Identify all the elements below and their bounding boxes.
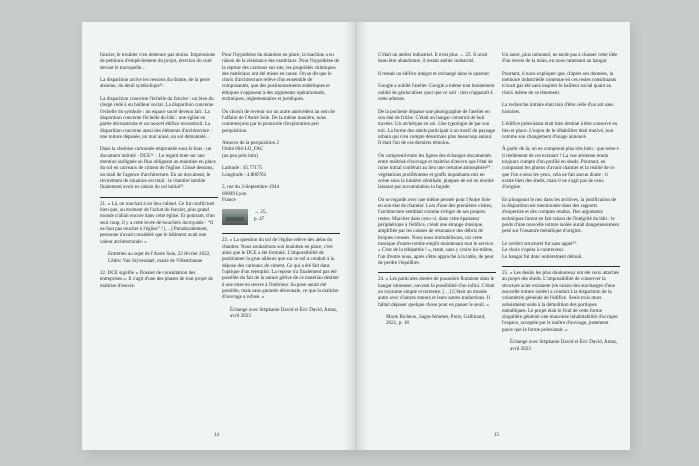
paragraph: On comprend entre les lignes des échanges documentés entre maîtrise d'ouvrage et maîtrise d'œuvre que l'état de ruine initial conférait au lieu une certaine atmosphère²⁴ : végétations proliférantes et graffs inquiétants mis en scène sous la lumière zénithale, plaques de sol en enrobé laissant par accumulation la façade. — [378, 152, 494, 191]
left-page-column-1 — [100, 52, 218, 295]
right-page-column-1 — [378, 52, 496, 333]
footnote-attribution: Marie Richeux, Sages femmes, Paris, Gallimard, 2021, p. 18 — [386, 314, 486, 327]
paragraph: On se regarde avec une même pensée pour l'Autre Soie en son état de chantier. Lors d'une des premières visites, l'architecture semblait comme s'ériger de ses propres restes. Marcher dans ceux-ci, dans cette épaisseur périphérique à l'édifice, créait une étrange musique, amplifiée par les caisses de résonance des débris de briques creuses. Nous nous immobilisons, car cette musique d'outre-tombe emplit maintenant tout le service. « C'est de la télépathie ! », tente, sans y croire lui-même, l'un d'entre nous, après s'être approché à la table, de peur de perdre l'équilibre. — [378, 196, 495, 266]
address: 5, rue du 3-Septembre-1944 69009 Lyon France — [222, 184, 280, 203]
left-page-column-2 — [222, 52, 340, 326]
paragraph: Il restait un édifice intègre et inchangé dans le quartier. — [378, 70, 491, 77]
footnote-24: 24. « Les particules dorées de poussière flottaient dans le hangar immense, ouvrant la possibilité d'un infini. C'était un royaume simple et terrestre. […] C'était un monde autre avec d'autres mœurs et leurs autres traductions. Il fallait déposer quelque chose pour en passer le seuil. » — [378, 276, 495, 308]
right-page-column-2 — [502, 52, 620, 358]
perquisition-label: Amorce de la perquisition 2 Ordre 004-LO_FAC (au peu près loin) — [222, 140, 279, 159]
footnote-25: 25. « Les deuils les plus douloureux ont été ceux attachés au projet des sheds. L'impossibilité de conserver la structure acier existante (en raison des surcharges d'une nouvelle toiture isolée) a conduit à la disparition de la volumétrie générale de l'édifice. Seuls trois murs subsistaient suite à la démolition des portiques métalliques. Le projet était le fruit de cette forme singulière générait une mauvaise inhabitabilité d'occuper l'espace, acceptée par le maître d'ouvrage, justement parce que la forme préexistait. » — [502, 270, 619, 333]
footnote-rule — [378, 272, 496, 273]
paragraph: À partir de là, on ne comprend plus très bien : que reste-t-il réellement de cet existant ? La vue aérienne rendu toujours compte d'un profilé en sheds. Pourtant, en comparant les photos d'avant chantier et la réalité de ce que l'on a sous les yeux, cela ne fait aucun doute : il existe bien des sheds, mais il ne s'agit pas de ceux d'origine. — [502, 146, 620, 191]
footnote-22: 22. DCE signifie « Dossier de consultation des entreprises ». Il s'agit d'une des phases de tout projet de maîtrise d'œuvre. — [100, 270, 213, 289]
paragraph: Pourtant, il nous expliquer que, d'après ses données, la mémoire industrielle contenue en ces restes constituants n'avait pas été sans inspirer le bailleur social quant au choix même de ce tènement. — [502, 70, 617, 96]
right-page — [356, 22, 630, 450]
footnote-rule — [222, 233, 340, 234]
paragraph: En plongeant le nez dans les archives, la justification de la disparition est mentionnée dans des rapports d'expertise et des comptes rendus. Des arguments techniques furent en fait raison de l'intégrité du bâti : le poids d'une nouvelle toiture isolée aurait dangereusement pesé sur l'ossature métallique d'origine. — [502, 196, 619, 235]
paragraph: L'édifice préexistant était bien destiné à être conservé en lieu et place. L'enjeu de le réhabiliter était motivé, tout comme son changement d'usage annoncé. — [502, 121, 618, 140]
site-photo-thumbnail — [222, 209, 248, 225]
paragraph: La disparition active les ressorts du drame, de la perte absolue, du deuil symbolique²¹. — [100, 77, 210, 90]
footnote-attribution: Échange avec Stéphanie David et Éric David, Amas, avril 2023 — [510, 339, 618, 352]
coordinates: Latitude : 45.77175 Longitude : 4.800762 — [222, 165, 267, 178]
footnote-23: 23. « La question du sol de l'église relève des aléas du chantier. Nous souhaitions son maintien en place, c'est ainsi que le DCE a été formulé. L'impossibilité de positionner la grue ailleurs que sur ce sol a conduit à la dépose des carreaux de ciment. Ce qui a été fait dans l'optique d'un réemploi. La repose n'a finalement pas été possible du fait de la nature gélive de ce matériau destiné à une mise en œuvre à l'intérieur. Sa pose aurait été possible, mais sans garantie décennale, ce que la maîtrise d'ouvrage a refusé. » — [222, 237, 339, 301]
footnote-rule — [502, 266, 620, 267]
footnote-attribution: Entretien au sujet de l'Autre Soie, 22 février 2022, Cédric Van Styvendael, maire de Villeurbanne — [108, 251, 211, 264]
footnote-rule — [100, 197, 218, 198]
figure-reference: → 25, p. 47 — [254, 209, 267, 222]
verdict-lines: Le verdict structurel fut sans appel²⁵. Le choix s'opéra à contrecœur. Le hangar fut donc entièrement démoli. — [502, 240, 583, 260]
paragraph: foncier, le troubler n'en demeure pas moins. Impressions de pétitions d'empêchement du projet, érection du curé devant le tractopelle… — [100, 52, 216, 71]
paragraph: Dans la chemise cartonnée empruntée sous le bras : un document intitulé · DCE²² ·. Le regard bute sur une mention surlignée au fluo obligeant au maintien en place du sol en carreaux de ciment de l'église. Glissé dessous, un mail de l'agence d'architecture. En un document, le revirement de situation est total : le chantier semble finalement avoir eu raison du sol initial²³. — [100, 146, 216, 191]
left-page — [82, 22, 356, 450]
page-number-right: 15 — [494, 433, 499, 438]
paragraph: On choisit de revenir sur un autre antécédent au sein de l'affaire de l'Autre Soie. De la même manière, nous commençons par le protocole d'exploration pré-perquisition. — [222, 108, 335, 134]
figure-thumbnail-row — [222, 209, 340, 227]
paragraph: La recherche initiale était loin d'être celle d'un sol sans histoires. — [502, 102, 614, 115]
paragraph: De la pochette dépasse une photographie de l'atelier en son état de friche. C'était un hangar construit de huit travées. Un archétype en soi. Une typologie de par son toit. La forme des sheds participait à un motif du paysage urbain qui n'en compte désormais plus beaucoup autour. Il était l'un de ces derniers témoins. — [378, 108, 495, 147]
book-spread — [82, 22, 630, 450]
paragraph: Un autre, plus rationnel, ne tarde pas à chasser cette idée d'un revers de la main, en nous ramenant au hangar. — [502, 52, 618, 65]
page-number-left: 14 — [214, 433, 219, 438]
paragraph: Google a oublié l'atelier. Google a même tout bonnement oublié de géolocaliser quoi que ce soit : rien n'apparaît à cette adresse. — [378, 83, 495, 103]
paragraph: C'était un atelier industriel. Il n'est plus → 25. Il avait beau être abandonné, il restait atelier industriel. — [378, 52, 488, 65]
footnote-21: 21. « Là, on touchait à un lieu cultuel. Ce fut conflictuel bien que, au moment de l'achat du foncier, plus grand monde n'allait encore dans cette église. Et pourtant, d'un seul coup, il y a cette levée de boucliers incroyable : “Il ne faut pas toucher à l'église” ! […] Paradoxalement, personne n'avait considéré que le bâtiment avait une valeur architecturale. » — [100, 200, 215, 245]
footnote-attribution: Échange avec Stéphanie David et Éric David, Amas, avril 2023 — [230, 306, 338, 319]
paragraph: La disparition concerne l'échelle du foncier : un bien du clergé cédé à un bailleur social. La disparition concerne l'échelle du symbole : un espace sacré devenu laïc. La disparition concerne l'échelle du bâti : une église en partie déconstruite et un nouvel édifice reconstruit. La disparition concerne aussi des éléments d'architecture : une toiture déposée, un mur arasé, un sol démantelé… — [100, 96, 214, 140]
paragraph: Pour l'hypothèse du maintien en place, la machine a eu raison de la résistance des matériaux. Pour l'hypothèse de la reprise des carreaux sur site, les propriétés chimiques des matériaux ont été mises en cause. On se dit que le choix d'architecture relève d'un ensemble de composantes, que des positionnements esthétiques et éthiques s'opposent à des arguments opérationnels, techniques, réglementaires et juridiques. — [222, 52, 340, 103]
